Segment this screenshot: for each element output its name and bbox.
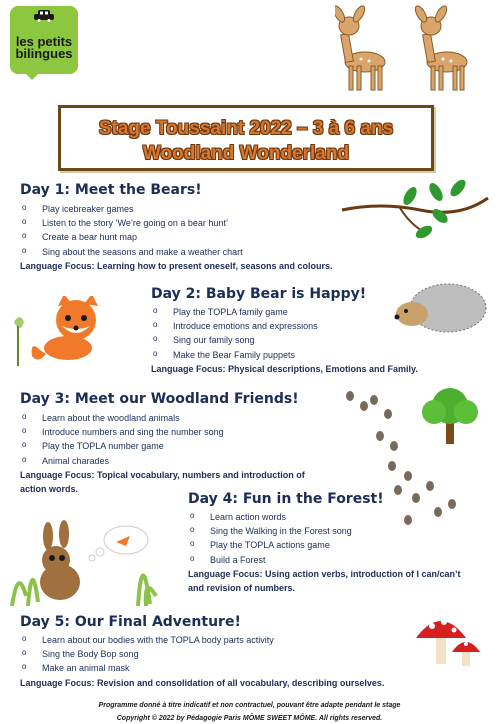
list-item: o Play the TOPLA actions game <box>188 538 461 552</box>
day-3-focus-line-1: Language Focus: Topical vocabulary, numbers and introduction of <box>20 469 305 480</box>
list-item: o Introduce emotions and expressions <box>151 319 418 333</box>
title-line-2: Woodland Wonderland <box>142 143 350 164</box>
list-item: o Learn about the woodland animals <box>20 411 305 425</box>
title-box <box>58 105 434 171</box>
list-item: o Learn action words <box>188 510 461 524</box>
day-2-title: Day 2: Baby Bear is Happy! <box>151 286 367 302</box>
day-5-title: Day 5: Our Final Adventure! <box>20 614 241 630</box>
rabbit-illustration <box>8 518 158 608</box>
list-item: o Build a Forest <box>188 553 461 567</box>
day-5-activities <box>20 633 384 676</box>
day-4-focus-line-1: Language Focus: Using action verbs, introduction of I can/can’t <box>188 568 461 579</box>
list-item: o Sing about the seasons and make a weather chart <box>20 245 333 259</box>
deer-right <box>413 4 467 90</box>
day-5-focus: Language Focus: Revision and consolidation of all vocabulary, describing ourselves. <box>20 677 385 688</box>
day-4-title: Day 4: Fun in the Forest! <box>188 491 384 507</box>
day-3-section <box>20 391 305 496</box>
logo <box>10 6 78 74</box>
list-item: o Sing the Body Bop song <box>20 647 384 661</box>
list-item: o Learn about our bodies with the TOPLA body parts activity <box>20 633 384 647</box>
day-1-section <box>20 182 333 273</box>
copyright-text: Copyright © 2022 by Pédagogie Paris MÔME SWEET MÔME. All rights reserved. <box>116 715 383 722</box>
mushroom-illustration <box>414 610 484 670</box>
day-4-section <box>188 491 461 595</box>
title-line-1: Stage Toussaint 2022 – 3 à 6 ans <box>98 118 394 139</box>
day-2-section <box>151 286 418 376</box>
day-1-activities <box>20 202 333 259</box>
list-item: o Introduce numbers and sing the number song <box>20 425 305 439</box>
logo-text <box>10 36 78 60</box>
day-3-title: Day 3: Meet our Woodland Friends! <box>20 391 299 407</box>
list-item: o Animal charades <box>20 454 305 468</box>
day-2-focus: Language Focus: Physical descriptions, Emotions and Family. <box>151 363 418 374</box>
logo-line-2: bilingues <box>15 46 73 61</box>
day-5-section <box>20 614 384 690</box>
deer-left <box>335 4 385 90</box>
logo-line-1: les petits <box>15 34 73 49</box>
car-icon <box>32 10 56 22</box>
day-3-focus-line-2: action words. <box>20 483 79 494</box>
logo-tail <box>24 72 40 80</box>
day-1-title: Day 1: Meet the Bears! <box>20 182 202 198</box>
day-4-activities <box>188 510 461 567</box>
fox-illustration <box>4 296 114 368</box>
hedgehog-illustration <box>390 278 490 334</box>
list-item: o Make an animal mask <box>20 661 384 675</box>
list-item: o Listen to the story ‘We’re going on a bear hunt’ <box>20 216 333 230</box>
list-item: o Play the TOPLA number game <box>20 439 305 453</box>
list-item: o Sing the Walking in the Forest song <box>188 524 461 538</box>
day-1-focus: Language Focus: Learning how to present oneself, seasons and colours. <box>20 260 333 271</box>
list-item: o Make the Bear Family puppets <box>151 348 418 362</box>
deer-illustration <box>335 4 485 94</box>
day-2-activities <box>151 305 418 362</box>
list-item: o Play the TOPLA family game <box>151 305 418 319</box>
list-item: o Play icebreaker games <box>20 202 333 216</box>
disclaimer-text: Programme donné à titre indicatif et non contractuel, pouvant être adapte pendant le stage <box>98 702 401 709</box>
list-item: o Create a bear hunt map <box>20 230 333 244</box>
branch-illustration <box>340 180 490 240</box>
day-3-activities <box>20 411 305 468</box>
list-item: o Sing our family song <box>151 333 418 347</box>
day-4-focus-line-2: and revision of numbers. <box>188 582 296 593</box>
